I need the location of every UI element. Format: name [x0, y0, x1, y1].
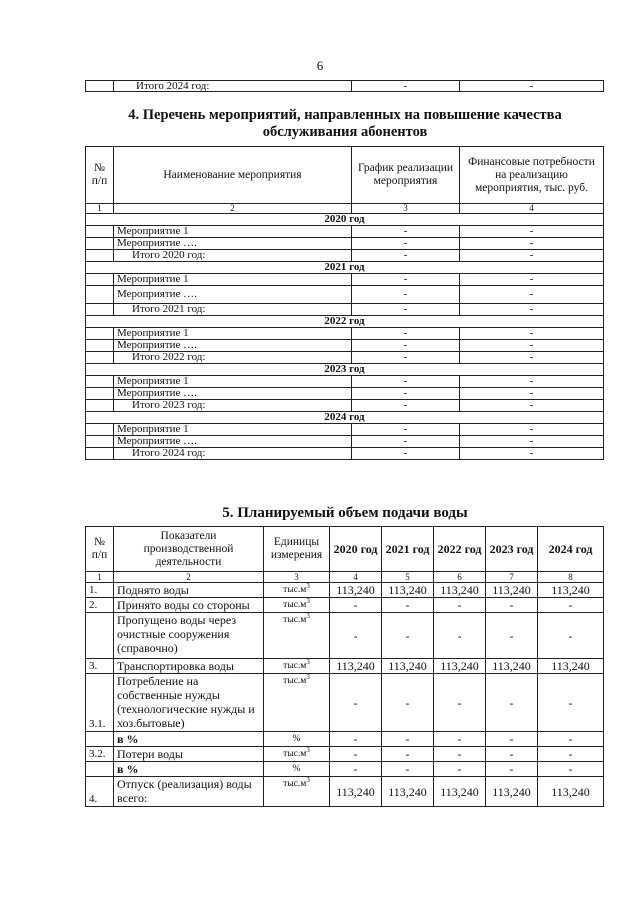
- water-row-unit: [264, 598, 330, 613]
- measure-schedule: -: [352, 340, 460, 352]
- water-row-no: [86, 732, 114, 747]
- unit-base: тыс.м: [283, 585, 307, 595]
- unit-percent: %: [292, 734, 301, 744]
- page-number: 6: [316, 58, 324, 73]
- measure-finance: -: [460, 376, 604, 388]
- water-value: -: [330, 762, 382, 777]
- water-value: -: [382, 747, 434, 762]
- header-year: 2020 год: [330, 527, 382, 572]
- measure-schedule: -: [352, 388, 460, 400]
- measure-name: Мероприятие ….: [114, 238, 352, 250]
- measure-no: [86, 388, 114, 400]
- water-row: [86, 613, 604, 659]
- water-value: 113,240: [434, 583, 486, 598]
- measure-name: Итого 2022 год:: [114, 352, 352, 364]
- measure-row: [86, 328, 604, 340]
- measure-name: Мероприятие 1: [114, 274, 352, 286]
- water-value: 113,240: [330, 659, 382, 674]
- water-row-indicator: Потери воды: [114, 747, 264, 762]
- measure-finance: -: [460, 424, 604, 436]
- carryover-table: [85, 80, 604, 92]
- unit-base: тыс.м: [283, 779, 307, 789]
- water-value: -: [486, 674, 538, 732]
- unit-exponent: 3: [306, 673, 310, 681]
- measure-name: Мероприятие ….: [114, 340, 352, 352]
- year-row: [86, 214, 604, 226]
- water-row-indicator: Пропущено воды через очистные сооружения (справочно): [114, 613, 264, 659]
- water-value: -: [538, 674, 604, 732]
- measure-no: [86, 340, 114, 352]
- water-row: [86, 732, 604, 747]
- measure-schedule: -: [352, 352, 460, 364]
- water-row-no: [86, 762, 114, 777]
- header-measure-name: Наименование мероприятия: [114, 147, 352, 204]
- header-unit: Единицы измерения: [264, 527, 330, 572]
- measure-finance: -: [460, 388, 604, 400]
- measure-no: [86, 376, 114, 388]
- header-year: 2023 год: [486, 527, 538, 572]
- measure-name: Мероприятие 1: [114, 376, 352, 388]
- water-row-indicator: Принято воды со стороны: [114, 598, 264, 613]
- year-row: [86, 364, 604, 376]
- measure-no: [86, 274, 114, 286]
- water-value: 113,240: [330, 583, 382, 598]
- measure-name: Итого 2023 год:: [114, 400, 352, 412]
- water-row-unit: [264, 674, 330, 732]
- measure-name: Мероприятие ….: [114, 388, 352, 400]
- water-row-unit: [264, 777, 330, 807]
- unit-exponent: 3: [306, 597, 310, 605]
- water-row-unit: [264, 762, 330, 777]
- unit-base: тыс.м: [283, 749, 307, 759]
- carryover-label: Итого 2024 год:: [114, 81, 352, 92]
- measure-schedule: -: [352, 328, 460, 340]
- water-row-unit: [264, 732, 330, 747]
- colnum: 5: [382, 572, 434, 583]
- water-value: -: [434, 613, 486, 659]
- water-row: [86, 598, 604, 613]
- header-indicator: Показатели производственной деятельности: [114, 527, 264, 572]
- measures-table: [85, 146, 604, 460]
- water-value: 113,240: [434, 659, 486, 674]
- measure-no: [86, 436, 114, 448]
- year-row: [86, 412, 604, 424]
- measure-no: [86, 352, 114, 364]
- measure-name: Мероприятие 1: [114, 328, 352, 340]
- year-row: [86, 316, 604, 328]
- header-schedule: График реализации мероприятия: [352, 147, 460, 204]
- unit-exponent: 3: [306, 582, 310, 590]
- water-value: 113,240: [486, 777, 538, 807]
- water-value: -: [486, 598, 538, 613]
- water-row: [86, 747, 604, 762]
- measure-row: [86, 376, 604, 388]
- water-value: -: [330, 747, 382, 762]
- header-year: 2024 год: [538, 527, 604, 572]
- water-row-no: 4.: [86, 777, 114, 807]
- water-row-no: 1.: [86, 583, 114, 598]
- water-value: 113,240: [382, 777, 434, 807]
- water-value: -: [434, 732, 486, 747]
- colnum: 1: [86, 204, 114, 214]
- water-value: -: [382, 598, 434, 613]
- water-value: 113,240: [538, 583, 604, 598]
- water-value: -: [330, 732, 382, 747]
- water-row-unit: [264, 583, 330, 598]
- water-value: -: [538, 732, 604, 747]
- water-row: [86, 777, 604, 807]
- measure-row: [86, 388, 604, 400]
- measure-row: [86, 352, 604, 364]
- water-row: [86, 674, 604, 732]
- measure-finance: -: [460, 238, 604, 250]
- measure-no: [86, 400, 114, 412]
- measure-finance: -: [460, 304, 604, 316]
- water-row-no: [86, 613, 114, 659]
- unit-exponent: 3: [306, 612, 310, 620]
- water-row: [86, 659, 604, 674]
- water-value: 113,240: [434, 777, 486, 807]
- water-value: 113,240: [486, 659, 538, 674]
- water-row-no: 2.: [86, 598, 114, 613]
- header-no: № п/п: [86, 527, 114, 572]
- measure-finance: -: [460, 286, 604, 304]
- year-label: 2024 год: [86, 412, 604, 424]
- water-value: -: [382, 732, 434, 747]
- colnum: 7: [486, 572, 538, 583]
- header-year: 2022 год: [434, 527, 486, 572]
- measure-no: [86, 286, 114, 304]
- measure-name: Итого 2021 год:: [114, 304, 352, 316]
- carryover-schedule: -: [352, 81, 460, 92]
- colnum: 2: [114, 204, 352, 214]
- water-value: -: [486, 732, 538, 747]
- water-value: -: [382, 674, 434, 732]
- measure-name: Мероприятие 1: [114, 424, 352, 436]
- year-row: [86, 262, 604, 274]
- measure-finance: -: [460, 274, 604, 286]
- header-finance: Финансовые потребности на реализацию мероприятия, тыс. руб.: [460, 147, 604, 204]
- water-row-indicator: Транспортировка воды: [114, 659, 264, 674]
- measure-schedule: -: [352, 376, 460, 388]
- water-value: -: [382, 762, 434, 777]
- water-value: 113,240: [382, 659, 434, 674]
- water-value: -: [486, 762, 538, 777]
- water-value: -: [434, 747, 486, 762]
- measure-no: [86, 448, 114, 460]
- measure-schedule: -: [352, 448, 460, 460]
- measure-finance: -: [460, 226, 604, 238]
- water-row-unit: [264, 613, 330, 659]
- water-value: -: [434, 762, 486, 777]
- year-label: 2022 год: [86, 316, 604, 328]
- measures-header-row: [86, 147, 604, 204]
- section4-title: 4. Перечень мероприятий, направленных на повышение качества обслуживания абонентов: [128, 107, 562, 140]
- measure-schedule: -: [352, 226, 460, 238]
- water-value: -: [330, 674, 382, 732]
- measure-no: [86, 304, 114, 316]
- measure-schedule: -: [352, 436, 460, 448]
- measure-finance: -: [460, 340, 604, 352]
- unit-percent: %: [292, 764, 301, 774]
- measure-no: [86, 226, 114, 238]
- measure-row: [86, 250, 604, 262]
- unit-base: тыс.м: [283, 676, 307, 686]
- water-row-unit: [264, 659, 330, 674]
- measure-schedule: -: [352, 304, 460, 316]
- water-value: -: [434, 598, 486, 613]
- water-value: -: [486, 747, 538, 762]
- unit-base: тыс.м: [283, 615, 307, 625]
- measure-row: [86, 436, 604, 448]
- water-value: 113,240: [538, 777, 604, 807]
- water-row-no: 3.2.: [86, 747, 114, 762]
- water-value: -: [382, 613, 434, 659]
- colnum: 4: [330, 572, 382, 583]
- measure-row: [86, 304, 604, 316]
- measure-schedule: -: [352, 424, 460, 436]
- measure-row: [86, 400, 604, 412]
- unit-exponent: 3: [306, 776, 310, 784]
- measure-finance: -: [460, 328, 604, 340]
- colnum: 3: [264, 572, 330, 583]
- header-year: 2021 год: [382, 527, 434, 572]
- water-value: -: [330, 613, 382, 659]
- water-value: -: [486, 613, 538, 659]
- measure-schedule: -: [352, 274, 460, 286]
- water-value: -: [538, 598, 604, 613]
- colnum: 4: [460, 204, 604, 214]
- water-volume-table: [85, 526, 604, 807]
- measure-schedule: -: [352, 250, 460, 262]
- water-colnum-row: [86, 572, 604, 583]
- colnum: 2: [114, 572, 264, 583]
- measure-no: [86, 328, 114, 340]
- measure-row: [86, 274, 604, 286]
- header-no: № п/п: [86, 147, 114, 204]
- measure-finance: -: [460, 436, 604, 448]
- year-label: 2020 год: [86, 214, 604, 226]
- water-value: -: [434, 674, 486, 732]
- water-row-indicator: Отпуск (реализация) воды всего:: [114, 777, 264, 807]
- carryover-finance: -: [460, 81, 604, 92]
- measure-no: [86, 238, 114, 250]
- colnum: 8: [538, 572, 604, 583]
- section5-title: 5. Планируемый объем подачи воды: [222, 505, 468, 521]
- water-value: -: [538, 613, 604, 659]
- measure-no: [86, 424, 114, 436]
- water-value: -: [538, 762, 604, 777]
- colnum: 6: [434, 572, 486, 583]
- unit-exponent: 3: [306, 658, 310, 666]
- measure-schedule: -: [352, 238, 460, 250]
- measures-colnum-row: [86, 204, 604, 214]
- water-value: -: [330, 598, 382, 613]
- water-header-row: [86, 527, 604, 572]
- water-value: 113,240: [330, 777, 382, 807]
- water-row-no: 3.: [86, 659, 114, 674]
- measure-row: [86, 340, 604, 352]
- water-row-indicator: Потребление на собственные нужды (технологические нужды и хоз.бытовые): [114, 674, 264, 732]
- measure-row: [86, 424, 604, 436]
- measure-finance: -: [460, 352, 604, 364]
- water-row-no: 3.1.: [86, 674, 114, 732]
- measure-name: Мероприятие ….: [114, 436, 352, 448]
- measure-name: Мероприятие ….: [114, 286, 352, 304]
- year-label: 2023 год: [86, 364, 604, 376]
- measure-no: [86, 250, 114, 262]
- measure-finance: -: [460, 400, 604, 412]
- water-row-indicator: Поднято воды: [114, 583, 264, 598]
- water-row: [86, 762, 604, 777]
- measure-schedule: -: [352, 400, 460, 412]
- measure-row: [86, 238, 604, 250]
- measure-name: Итого 2020 год:: [114, 250, 352, 262]
- unit-base: тыс.м: [283, 600, 307, 610]
- measure-name: Мероприятие 1: [114, 226, 352, 238]
- measure-finance: -: [460, 448, 604, 460]
- water-row: [86, 583, 604, 598]
- unit-exponent: 3: [306, 746, 310, 754]
- carryover-total-row: [86, 81, 604, 92]
- year-label: 2021 год: [86, 262, 604, 274]
- measure-schedule: -: [352, 286, 460, 304]
- measure-row: [86, 448, 604, 460]
- water-value: 113,240: [382, 583, 434, 598]
- unit-base: тыс.м: [283, 661, 307, 671]
- measure-row: [86, 226, 604, 238]
- water-value: -: [538, 747, 604, 762]
- water-row-indicator: в %: [114, 732, 264, 747]
- water-row-unit: [264, 747, 330, 762]
- measure-row: [86, 286, 604, 304]
- measure-finance: -: [460, 250, 604, 262]
- colnum: 3: [352, 204, 460, 214]
- colnum: 1: [86, 572, 114, 583]
- water-value: 113,240: [486, 583, 538, 598]
- water-row-indicator: в %: [114, 762, 264, 777]
- water-value: 113,240: [538, 659, 604, 674]
- measure-name: Итого 2024 год:: [114, 448, 352, 460]
